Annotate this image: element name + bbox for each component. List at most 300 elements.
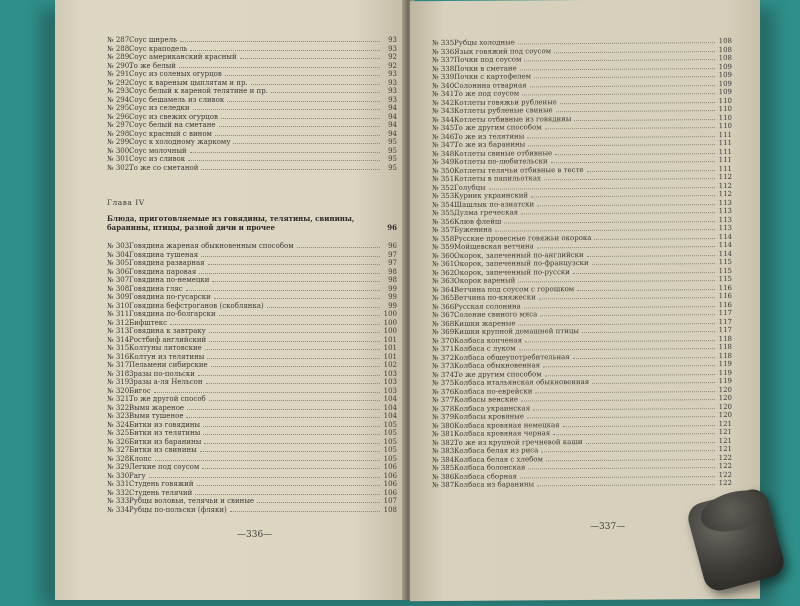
entry-title: Колбаса по-еврейски — [454, 386, 533, 396]
entry-page: 112 — [718, 172, 732, 182]
entry-page: 110 — [718, 104, 732, 114]
toc-entry — [107, 242, 397, 251]
entry-title: Соус шнрель — [129, 36, 177, 44]
dot-leader — [573, 357, 715, 359]
entry-number: № 325. — [107, 429, 132, 437]
dot-leader — [531, 195, 715, 197]
toc-entry — [107, 480, 397, 489]
entry-page: 101 — [383, 335, 397, 344]
entry-number: № 376. — [432, 387, 457, 396]
entry-number: № 311. — [107, 310, 132, 318]
dot-leader — [534, 76, 715, 78]
entry-title: Соус из сливок — [129, 155, 186, 163]
entry-title: Котлеты по-любительски — [454, 157, 548, 166]
entry-page: 115 — [718, 257, 732, 267]
entry-number: № 346. — [432, 132, 457, 141]
entry-number: № 362. — [432, 268, 457, 277]
entry-page: 110 — [718, 113, 732, 122]
entry-title: Шашлык по-азиатски — [454, 199, 535, 209]
entry-title: Курник украинский — [454, 191, 529, 200]
chapter-description — [107, 214, 397, 232]
entry-page: 111 — [718, 130, 732, 139]
toc-entry — [107, 36, 397, 45]
dot-leader — [524, 306, 715, 308]
toc-list-bottom — [107, 242, 397, 514]
entry-number: № 351. — [432, 174, 457, 184]
entry-title: Говядина разварная — [129, 259, 205, 267]
toc-entry — [107, 438, 397, 447]
entry-number: № 298. — [107, 129, 132, 138]
entry-number: № 330. — [107, 471, 132, 480]
dot-leader — [540, 314, 715, 316]
entry-title: Зразы по-польски — [129, 369, 195, 378]
entry-number: № 385. — [432, 463, 457, 473]
entry-title: Котлеты рубленые свиные — [454, 106, 553, 115]
entry-title: Говядина жареная обыкновенным способом — [129, 242, 294, 250]
entry-number: № 307. — [107, 276, 132, 284]
toc-entry — [107, 79, 397, 88]
entry-title: Колтуны литовские — [129, 344, 202, 352]
entry-number: № 320. — [107, 386, 132, 395]
entry-number: № 380. — [432, 421, 457, 430]
entry-number: № 347. — [432, 140, 457, 150]
entry-title: Колбаса белая из риса — [454, 446, 539, 455]
toc-entry — [107, 138, 397, 147]
entry-title: Рубцы по-польски (фляки) — [129, 505, 227, 514]
entry-number: № 313. — [107, 327, 132, 335]
entry-number: № 379. — [432, 412, 457, 422]
entry-title: Котлеты отбивные из говядины — [454, 114, 572, 124]
entry-number: № 310. — [107, 301, 132, 310]
toc-entry — [107, 370, 397, 379]
entry-page: 109 — [718, 70, 732, 80]
dot-leader — [495, 229, 715, 232]
dot-leader — [577, 289, 715, 291]
entry-page: 99 — [388, 301, 397, 310]
entry-number: № 357. — [432, 225, 457, 235]
dot-leader — [214, 298, 380, 299]
entry-title: Клюв флейш — [454, 217, 502, 226]
entry-page: 119 — [718, 359, 732, 369]
entry-title: Котлеты в папильотках — [454, 174, 541, 183]
entry-number: № 355. — [432, 208, 457, 218]
dot-leader — [546, 459, 715, 461]
dot-leader — [533, 408, 715, 410]
toc-list-right — [432, 37, 732, 490]
entry-page: 113 — [718, 198, 732, 207]
entry-number: № 350. — [432, 166, 457, 175]
entry-page: 121 — [718, 444, 732, 454]
entry-page: 118 — [718, 342, 732, 352]
chapter-description-page: 96 — [387, 223, 397, 232]
toc-entry — [107, 293, 397, 302]
entry-number: № 314. — [107, 335, 132, 344]
entry-page: 93 — [388, 78, 397, 87]
entry-number: № 300. — [107, 146, 132, 155]
toc-entry — [107, 302, 397, 311]
toc-entry — [107, 276, 397, 285]
entry-number: № 316. — [107, 352, 132, 361]
entry-page: 93 — [388, 87, 397, 95]
dot-leader — [202, 468, 380, 469]
entry-title: Соус к холодному жаркому — [129, 138, 231, 146]
entry-number: № 366. — [432, 302, 457, 311]
entry-title: То же другим способом — [454, 369, 542, 379]
entry-title: Колбаса обыкновенная — [454, 361, 541, 370]
dot-leader — [573, 272, 715, 274]
dot-leader — [233, 143, 380, 144]
entry-title: Говядина по-болгарски — [129, 310, 216, 318]
dot-leader — [219, 315, 380, 316]
toc-entry — [107, 395, 397, 404]
entry-title: Ветчина по-княжески — [454, 293, 536, 302]
dot-leader — [155, 460, 380, 461]
toc-entry — [107, 463, 397, 472]
entry-title: Говядина тушеная — [129, 250, 199, 259]
entry-title: Битки из телятины — [129, 429, 201, 437]
entry-title: Русские провесные говяжьи окорока — [454, 233, 592, 243]
entry-title: Кишки крупной домашней птицы — [454, 327, 579, 336]
entry-title: Легкие под соусом — [129, 463, 200, 471]
entry-number: № 363. — [432, 276, 457, 286]
toc-entry — [432, 479, 732, 490]
entry-title: Соус красный с вином — [129, 129, 212, 138]
entry-number: № 359. — [432, 242, 457, 252]
entry-title: Соус из селедки — [129, 104, 190, 112]
entry-title: Окорок, запеченный по-русски — [454, 267, 570, 277]
entry-page: 111 — [718, 155, 732, 165]
toc-entry — [107, 310, 397, 319]
dot-leader — [149, 477, 380, 478]
entry-number: № 308. — [107, 284, 132, 293]
entry-page: 102 — [383, 361, 397, 369]
dot-leader — [592, 263, 715, 265]
entry-page: 111 — [718, 147, 732, 156]
toc-entry — [107, 147, 397, 156]
entry-number: № 304. — [107, 250, 132, 259]
entry-title: Говядина по-гусарски — [129, 293, 211, 301]
dot-leader — [206, 383, 380, 384]
dot-leader — [563, 425, 715, 427]
entry-number: № 323. — [107, 412, 132, 420]
dot-leader — [527, 416, 715, 418]
entry-title: Вымя тушеное — [129, 412, 184, 420]
entry-title: Соус молочный — [129, 146, 187, 155]
entry-title: Колбаса кровяная немецкая — [454, 420, 560, 430]
entry-title: Рагу — [129, 471, 146, 480]
entry-page: 110 — [718, 96, 732, 105]
entry-title: Колбаса сборная — [454, 471, 517, 481]
entry-title: Битки из свинины — [129, 446, 197, 454]
toc-entry — [107, 96, 397, 105]
dot-leader — [190, 50, 380, 51]
dot-leader — [586, 442, 715, 444]
entry-page: 105 — [383, 420, 397, 429]
entry-title: Соус американский красный — [129, 53, 237, 61]
dot-leader — [535, 391, 715, 393]
dot-leader — [203, 426, 380, 427]
dot-leader — [201, 256, 380, 257]
entry-title: Соус белый к вареной телятине и пр. — [129, 87, 268, 95]
entry-page: 105 — [383, 437, 397, 446]
dot-leader — [271, 92, 380, 93]
entry-title: Колбасы кровяные — [454, 412, 524, 421]
dot-leader — [221, 118, 380, 119]
chapter-heading: Глава IV — [107, 198, 145, 207]
entry-title: Соус из соленых огурцов — [129, 70, 222, 78]
entry-number: № 327. — [107, 446, 132, 454]
entry-page: 101 — [383, 352, 397, 361]
entry-page: 105 — [383, 446, 397, 454]
entry-page: 116 — [718, 300, 732, 309]
dot-leader — [267, 307, 380, 308]
entry-number: № 332. — [107, 488, 132, 497]
dot-leader — [180, 41, 380, 42]
entry-page: 101 — [383, 344, 397, 352]
entry-number: № 301. — [107, 155, 132, 163]
entry-page: 119 — [718, 376, 732, 386]
entry-page: 94 — [388, 112, 397, 121]
entry-page: 114 — [718, 249, 732, 258]
entry-page: 103 — [383, 369, 397, 378]
dot-leader — [524, 59, 715, 61]
entry-number: № 337. — [432, 55, 457, 65]
entry-page: 116 — [718, 283, 732, 292]
entry-number: № 367. — [432, 310, 457, 320]
entry-page: 108 — [718, 45, 732, 54]
entry-page: 121 — [718, 436, 732, 445]
entry-title: То же из телятины — [454, 131, 525, 141]
entry-page: 96 — [388, 242, 397, 250]
dot-leader — [560, 102, 715, 104]
entry-page: 100 — [383, 318, 397, 327]
toc-entry — [107, 53, 397, 62]
dot-leader — [518, 323, 715, 325]
dot-leader — [528, 144, 715, 146]
dot-leader — [200, 451, 380, 452]
toc-entry — [107, 497, 397, 506]
entry-page: 105 — [383, 429, 397, 437]
entry-number: № 297. — [107, 121, 132, 129]
entry-page: 100 — [383, 327, 397, 335]
entry-page: 115 — [718, 266, 732, 275]
entry-title: Соус из свежих огурцов — [129, 112, 218, 121]
dot-leader — [227, 101, 380, 102]
entry-title: Соус бешамель из сливок — [129, 95, 225, 104]
entry-number: № 333. — [107, 497, 132, 505]
entry-page: 100 — [383, 310, 397, 318]
entry-title: Говядина к завтраку — [129, 327, 206, 335]
left-page — [55, 0, 405, 600]
dot-leader — [539, 297, 715, 299]
entry-page: 99 — [388, 293, 397, 301]
entry-number: № 289. — [107, 53, 132, 61]
entry-page: 117 — [718, 317, 732, 326]
entry-page: 99 — [388, 284, 397, 293]
entry-title: Почки в сметане — [454, 63, 517, 73]
entry-page: 108 — [718, 36, 732, 46]
dot-leader — [201, 169, 380, 170]
entry-title: Окорок, запеченный по-английски — [454, 250, 584, 260]
entry-page: 94 — [388, 121, 397, 129]
entry-title: Ростбиф английский — [129, 335, 207, 344]
dot-leader — [257, 502, 380, 503]
entry-number: № 374. — [432, 370, 457, 379]
entry-number: № 339. — [432, 72, 457, 82]
entry-page: 109 — [718, 62, 732, 71]
dot-leader — [527, 136, 715, 138]
entry-title: Студень телячий — [129, 488, 193, 497]
entry-page: 121 — [718, 427, 732, 437]
dot-leader — [209, 332, 380, 333]
entry-number: № 358. — [432, 234, 457, 243]
entry-page: 97 — [388, 250, 397, 259]
entry-title: Зразы а-ля Нельсон — [129, 378, 203, 386]
toc-entry — [107, 259, 397, 268]
dot-leader — [587, 170, 715, 172]
dot-leader — [199, 273, 380, 274]
entry-page: 93 — [388, 95, 397, 104]
entry-page: 113 — [718, 206, 732, 216]
entry-title: Колбаса копченая — [454, 335, 523, 345]
toc-entry — [107, 412, 397, 421]
dot-leader — [545, 127, 715, 129]
entry-page: 104 — [383, 403, 397, 412]
toc-entry — [107, 327, 397, 336]
dot-leader — [188, 160, 380, 161]
entry-number: № 372. — [432, 353, 457, 362]
dot-leader — [195, 494, 380, 495]
dot-leader — [186, 290, 380, 291]
dot-leader — [518, 280, 715, 282]
entry-title: Колбаса болонская — [454, 463, 526, 472]
entry-page: 93 — [388, 44, 397, 53]
dot-leader — [207, 358, 380, 359]
entry-page: 118 — [718, 334, 732, 343]
entry-title: Битки из говядины — [129, 420, 201, 429]
entry-title: Рубцы воловьи, телячьи и свиные — [129, 497, 255, 505]
entry-page: 121 — [718, 419, 732, 428]
entry-number: № 381. — [432, 429, 457, 439]
entry-title: Буженина — [454, 225, 493, 234]
dot-leader — [592, 382, 715, 384]
entry-page: 105 — [383, 454, 397, 463]
dot-leader — [551, 161, 715, 163]
entry-number: № 354. — [432, 200, 457, 209]
entry-number: № 384. — [432, 455, 457, 464]
toc-entry — [107, 268, 397, 277]
dot-leader — [179, 67, 380, 68]
entry-number: № 324. — [107, 420, 132, 429]
dot-leader — [186, 417, 380, 418]
entry-title: Колбаса украинская — [454, 403, 531, 413]
entry-page: 111 — [718, 138, 732, 148]
entry-title: Студень говяжий — [129, 480, 194, 488]
toc-entry — [107, 455, 397, 464]
entry-title: Котлеты свиные отбивные — [454, 148, 553, 158]
entry-number: № 342. — [432, 98, 457, 107]
entry-title: То же из крупной гречневой каши — [454, 437, 583, 447]
toc-entry — [107, 387, 397, 396]
entry-number: № 338. — [432, 64, 457, 73]
entry-title: Колбасы венские — [454, 395, 519, 404]
dot-leader — [190, 152, 380, 153]
dot-leader — [489, 187, 715, 190]
entry-title: Рубцы холодные — [454, 38, 515, 47]
open-book — [55, 0, 760, 600]
dot-leader — [554, 51, 715, 53]
entry-page: 106 — [383, 471, 397, 480]
dot-leader — [170, 324, 380, 325]
toc-entry — [107, 251, 397, 260]
entry-number: № 331. — [107, 480, 132, 488]
entry-title: Говядина паровая — [129, 267, 197, 276]
entry-number: № 334. — [107, 505, 132, 514]
entry-number: № 319. — [107, 378, 132, 386]
toc-entry — [107, 421, 397, 430]
dot-leader — [574, 119, 715, 121]
entry-number: № 291. — [107, 70, 132, 78]
toc-entry — [107, 344, 397, 353]
dot-leader — [209, 341, 380, 342]
toc-entry — [107, 361, 397, 370]
entry-number: № 299. — [107, 138, 132, 146]
entry-number: № 321. — [107, 395, 132, 403]
entry-title: Говядина по-немецки — [129, 276, 210, 284]
entry-title: Колбаса с луком — [454, 344, 516, 353]
entry-number: № 370. — [432, 336, 457, 345]
entry-title: Колбаса из баранины — [454, 480, 535, 489]
entry-page: 109 — [718, 87, 732, 97]
dot-leader — [553, 433, 715, 435]
entry-title: Котлеты телячьи отбивные в тесте — [454, 165, 584, 175]
entry-title: Русская солонина — [454, 301, 521, 311]
entry-number: № 294. — [107, 95, 132, 104]
page-number-right: —337— — [590, 521, 626, 532]
dot-leader — [556, 110, 715, 112]
entry-number: № 340. — [432, 81, 457, 90]
entry-page: 94 — [388, 129, 397, 138]
entry-title: Окорок вареный — [454, 276, 516, 285]
entry-title: Колбаса итальянская обыкновенная — [454, 377, 590, 387]
toc-entry — [107, 404, 397, 413]
entry-page: 122 — [718, 478, 732, 488]
dot-leader — [297, 247, 380, 248]
toc-entry — [107, 87, 397, 96]
dot-leader — [541, 450, 715, 452]
entry-number: № 306. — [107, 267, 132, 276]
entry-title: Мойщевская ветчина — [454, 242, 534, 251]
entry-title: То же другим способом — [454, 123, 542, 132]
dot-leader — [520, 476, 715, 478]
entry-page: 107 — [383, 497, 397, 505]
entry-number: № 312. — [107, 318, 132, 327]
entry-number: № 309. — [107, 293, 132, 301]
entry-page: 106 — [383, 488, 397, 497]
entry-page: 120 — [718, 402, 732, 411]
entry-number: № 326. — [107, 437, 132, 446]
entry-title: Бигос — [129, 386, 151, 395]
dot-leader — [198, 375, 380, 376]
toc-entry — [107, 353, 397, 362]
dot-leader — [537, 246, 715, 248]
dot-leader — [212, 281, 380, 282]
entry-page: 114 — [718, 232, 732, 241]
entry-title: Кишки жареные — [454, 318, 516, 328]
dot-leader — [544, 178, 715, 180]
toc-entry — [107, 70, 397, 79]
entry-number: № 317. — [107, 361, 132, 369]
